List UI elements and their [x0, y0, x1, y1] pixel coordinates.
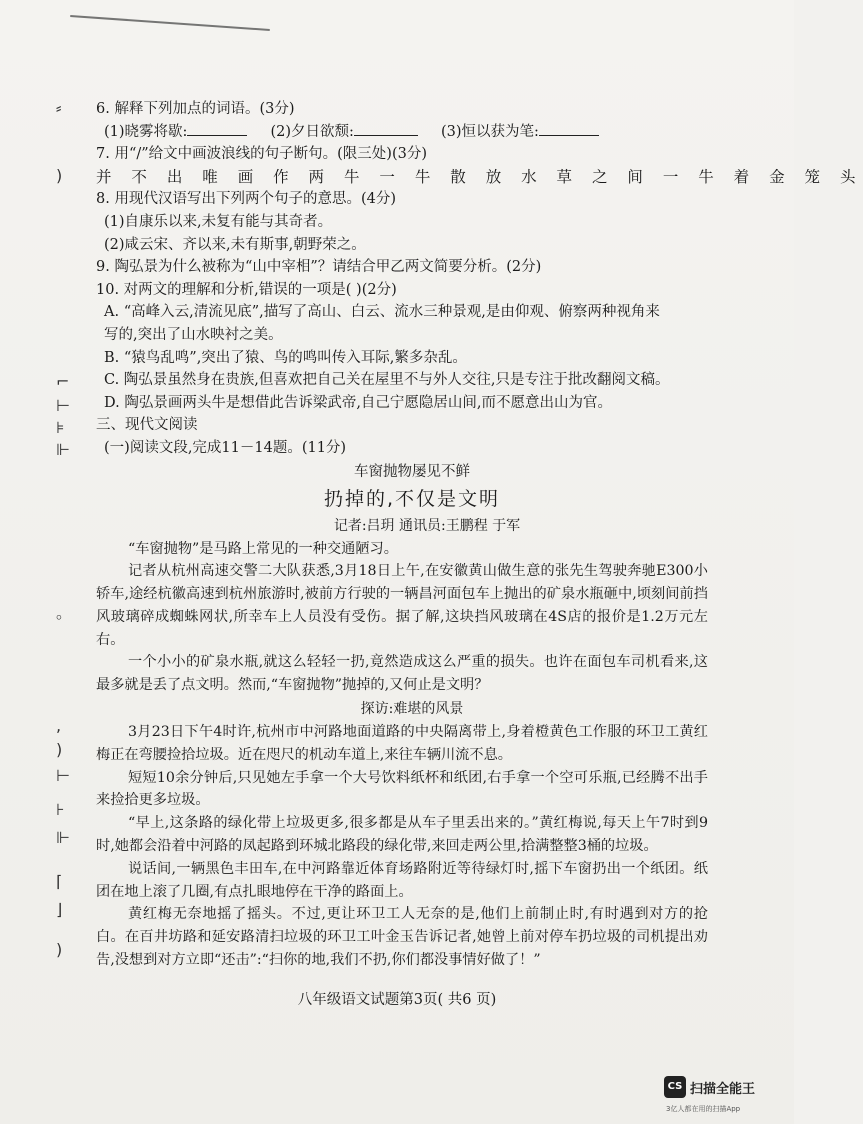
answer-blank — [187, 121, 247, 136]
section-3-sub1: (一)阅读文段,完成11－14题。(11分) — [104, 439, 347, 456]
question-8-item-1: (1)自康乐以来,未复有能与其奇者。 — [104, 213, 333, 230]
q10-option-b: B. “猿鸟乱鸣”,突出了猿、鸟的鸣叫传入耳际,繁多杂乱。 — [104, 349, 467, 366]
article-subhead: 探访:难堪的风景 — [360, 701, 464, 718]
margin-mark: ⊢ — [56, 396, 70, 415]
question-6-items — [96, 121, 708, 144]
margin-mark: ⌋ — [56, 900, 63, 919]
answer-blank — [539, 121, 599, 136]
page-footer: 八年级语文试题第3页( 共6 页) — [297, 992, 497, 1008]
margin-mark: ⸗ — [56, 98, 62, 117]
margin-mark: , — [56, 716, 62, 735]
watermark-tagline: 3亿人都在用的扫描App — [666, 1105, 741, 1113]
article-paragraph: 记者从杭州高速交警二大队获悉,3月18日上午,在安徽黄山做生意的张先生驾驶奔驰E300小轿车,途经杭徽高速到杭州旅游时,被前方行驶的一辆昌河面包车上抛出的矿泉水瓶砸中,顷刻间前挡风玻璃碎成蜘蛛网状,所幸车上人员没有受伤。据了解,这块挡风玻璃在4S店的报价是1.2万元左右。 — [96, 563, 708, 648]
margin-mark: ) — [56, 940, 63, 959]
margin-mark: ⊩ — [56, 828, 70, 847]
margin-scan-marks — [56, 0, 76, 1124]
scan-smudge — [70, 15, 270, 31]
question-9: 9. 陶弘景为什么被称为“山中宰相”？请结合甲乙两文简要分析。(2分) — [96, 259, 542, 276]
margin-mark: ⊢ — [56, 766, 70, 785]
q10-option-d: D. 陶弘景画两头牛是想借此告诉梁武帝,自己宁愿隐居山间,而不愿意出山为官。 — [104, 394, 613, 411]
article-kicker: 车窗抛物屡见不鲜 — [354, 463, 470, 480]
q6-item-2: (2)夕日欲颓: — [270, 123, 354, 140]
question-8-item-2: (2)咸云宋、齐以来,未有斯事,朝野荣之。 — [104, 236, 366, 253]
article-paragraph: 说话间,一辆黑色丰田车,在中河路靠近体育场路附近等待绿灯时,摇下车窗扔出一个纸团。纸团在地上滚了几圈,有点扎眼地停在干净的路面上。 — [96, 860, 708, 900]
margin-mark: ⌈ — [56, 872, 63, 891]
margin-mark: ⊦ — [56, 800, 65, 819]
q6-item-3: (3)恒以获为笔: — [440, 123, 539, 140]
margin-mark: ) — [56, 166, 63, 185]
article-paragraph: 短短10余分钟后,只见她左手拿一个大号饮料纸杯和纸团,右手拿一个空可乐瓶,已经腾不出手来捡拾更多垃圾。 — [96, 769, 708, 809]
question-6: 6. 解释下列加点的词语。(3分) — [96, 101, 295, 117]
q10-option-a: A. “高峰入云,清流见底”,描写了高山、白云、流水三种景观,是由仰观、俯察两种视角来 — [104, 304, 660, 321]
margin-mark: ) — [56, 740, 63, 759]
margin-mark: ⌐ — [56, 372, 70, 391]
article-paragraph: 黄红梅无奈地摇了摇头。不过,更让环卫工人无奈的是,他们上前制止时,有时遇到对方的抢白。在百井坊路和延安路清扫垃圾的环卫工叶金玉告诉记者,她曾上前对停车扔垃圾的司机提出劝告,没想到对方立即“还击”:“扫你的地,我们不扔,你们都没事情好做了！” — [96, 906, 708, 969]
scanner-watermark — [664, 1074, 780, 1118]
exam-content — [96, 98, 863, 972]
camscanner-logo-icon: CS — [664, 1076, 686, 1098]
answer-blank — [354, 121, 418, 136]
q6-item-1: (1)晓雾将歇: — [104, 123, 188, 140]
margin-mark: ⊧ — [56, 418, 65, 437]
question-10: 10. 对两文的理解和分析,错误的一项是( )(2分) — [96, 281, 397, 298]
watermark-app-name: 扫描全能王 — [690, 1082, 756, 1097]
q10-option-c: C. 陶弘景虽然身在贵族,但喜欢把自己关在屋里不与外人交往,只是专注于批改翻阅文稿。 — [104, 372, 670, 389]
article-paragraph: “早上,这条路的绿化带上垃圾更多,很多都是从车子里丢出来的。”黄红梅说,每天上午7时到9时,她都会沿着中河路的凤起路到环城北路段的绿化带,来回走两公里,拾满整整3桶的垃圾。 — [96, 815, 708, 855]
margin-mark: ⊩ — [56, 440, 70, 459]
question-8: 8. 用现代汉语写出下列两个句子的意思。(4分) — [96, 191, 396, 208]
question-7-sentence: 并 不 出 唯 画 作 两 牛 一 牛 散 放 水 草 之 间 一 牛 着 金 笼 头 — [96, 167, 863, 186]
article-byline: 记者:吕玥 通讯员:王鹏程 于军 — [333, 517, 521, 534]
q10-option-a-cont: 写的,突出了山水映衬之美。 — [104, 326, 283, 343]
margin-mark: 。 — [56, 603, 73, 622]
section-3-heading: 三、现代文阅读 — [96, 417, 198, 434]
question-7: 7. 用“/”给文中画波浪线的句子断句。(限三处)(3分) — [96, 146, 428, 163]
article-title: 扔掉的,不仅是文明 — [323, 487, 501, 510]
article-paragraph: “车窗抛物”是马路上常见的一种交通陋习。 — [128, 540, 398, 557]
article-paragraph: 3月23日下午4时许,杭州市中河路地面道路的中央隔离带上,身着橙黄色工作服的环卫工黄红梅正在弯腰捡拾垃圾。近在咫尺的机动车道上,来往车辆川流不息。 — [96, 724, 708, 763]
article-paragraph: 一个小小的矿泉水瓶,就这么轻轻一扔,竟然造成这么严重的损失。也许在面包车司机看来,这最多就是丢了点文明。然而,“车窗抛物”抛掉的,又何止是文明？ — [96, 654, 708, 694]
